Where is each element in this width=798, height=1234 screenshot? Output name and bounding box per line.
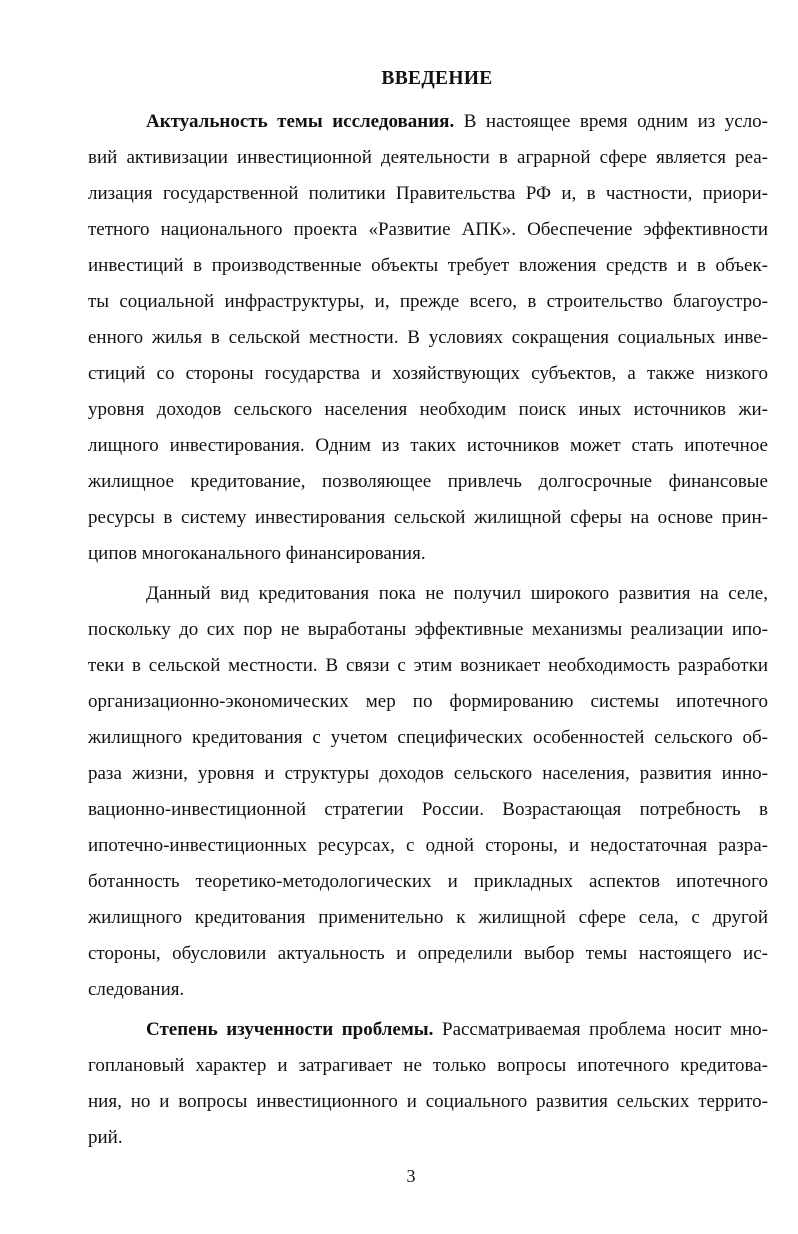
paragraph-mortgage — [88, 576, 768, 1008]
paragraph-study-degree — [88, 1012, 768, 1156]
text-line: стиций со стороны государства и хозяйствующих субъектов, а также низкого — [88, 363, 768, 384]
text-line: ресурсы в систему инвестирования сельской жилищной сферы на основе прин- — [88, 507, 768, 528]
text-line: ния, но и вопросы инвестиционного и социального развития сельских террито- — [88, 1091, 768, 1112]
text-line: уровня доходов сельского населения необходим поиск иных источников жи- — [88, 399, 768, 420]
text-line-content: Рассматриваемая проблема носит мно- — [433, 1019, 768, 1040]
text-line: раза жизни, уровня и структуры доходов сельского населения, развития инно- — [88, 763, 768, 784]
text-line: стороны, обусловили актуальность и определили выбор темы настоящего ис- — [88, 943, 768, 964]
text-line: тетного национального проекта «Развитие АПК». Обеспечение эффективности — [88, 219, 768, 240]
text-line: вий активизации инвестиционной деятельности в аграрной сфере является реа- — [88, 147, 768, 168]
text-line: гоплановый характер и затрагивает не только вопросы ипотечного кредитова- — [88, 1055, 768, 1076]
text-line: жилищное кредитование, позволяющее привлечь долгосрочные финансовые — [88, 471, 768, 492]
text-line: следования. — [88, 979, 185, 1000]
text-line: вационно-инвестиционной стратегии России. Возрастающая потребность в — [88, 799, 768, 820]
text-line-content: В настоящее время одним из усло- — [454, 111, 769, 132]
text-line: Данный вид кредитования пока не получил широкого развития на селе, — [146, 583, 768, 604]
text-line — [88, 1012, 768, 1048]
text-line: ты социальной инфраструктуры, и, прежде всего, в строительство благоустро- — [88, 291, 768, 312]
text-line: жилищного кредитования с учетом специфических особенностей сельского об- — [88, 727, 768, 748]
text-line: жилищного кредитования применительно к жилищной сфере села, с другой — [88, 907, 768, 928]
paragraph-relevance — [88, 104, 768, 572]
text-line: лищного инвестирования. Одним из таких источников может стать ипотечное — [88, 435, 768, 456]
text-line: ботанность теоретико-методологических и прикладных аспектов ипотечного — [88, 871, 768, 892]
page-number: 3 — [406, 1166, 416, 1186]
text-line: ипотечно-инвестиционных ресурсах, с одной стороны, и недостаточная разра- — [88, 835, 768, 856]
text-line: поскольку до сих пор не выработаны эффективные механизмы реализации ипо- — [88, 619, 768, 640]
text-line: лизация государственной политики Правительства РФ и, в частности, приори- — [88, 183, 768, 204]
text-line: организационно-экономических мер по формированию системы ипотечного — [88, 691, 768, 712]
paragraph-lead: Степень изученности проблемы. — [146, 1019, 434, 1040]
text-line — [88, 104, 768, 140]
text-line: теки в сельской местности. В связи с этим возникает необходимость разработки — [88, 655, 768, 676]
text-line: инвестиций в производственные объекты требует вложения средств и в объек- — [88, 255, 768, 276]
document-page — [88, 68, 768, 1156]
text-line: рий. — [88, 1127, 123, 1148]
text-line: енного жилья в сельской местности. В условиях сокращения социальных инве- — [88, 327, 768, 348]
text-line: ципов многоканального финансирования. — [88, 543, 426, 564]
paragraph-lead: Актуальность темы исследования. — [146, 111, 455, 132]
page-title: ВВЕДЕНИЕ — [381, 68, 493, 89]
